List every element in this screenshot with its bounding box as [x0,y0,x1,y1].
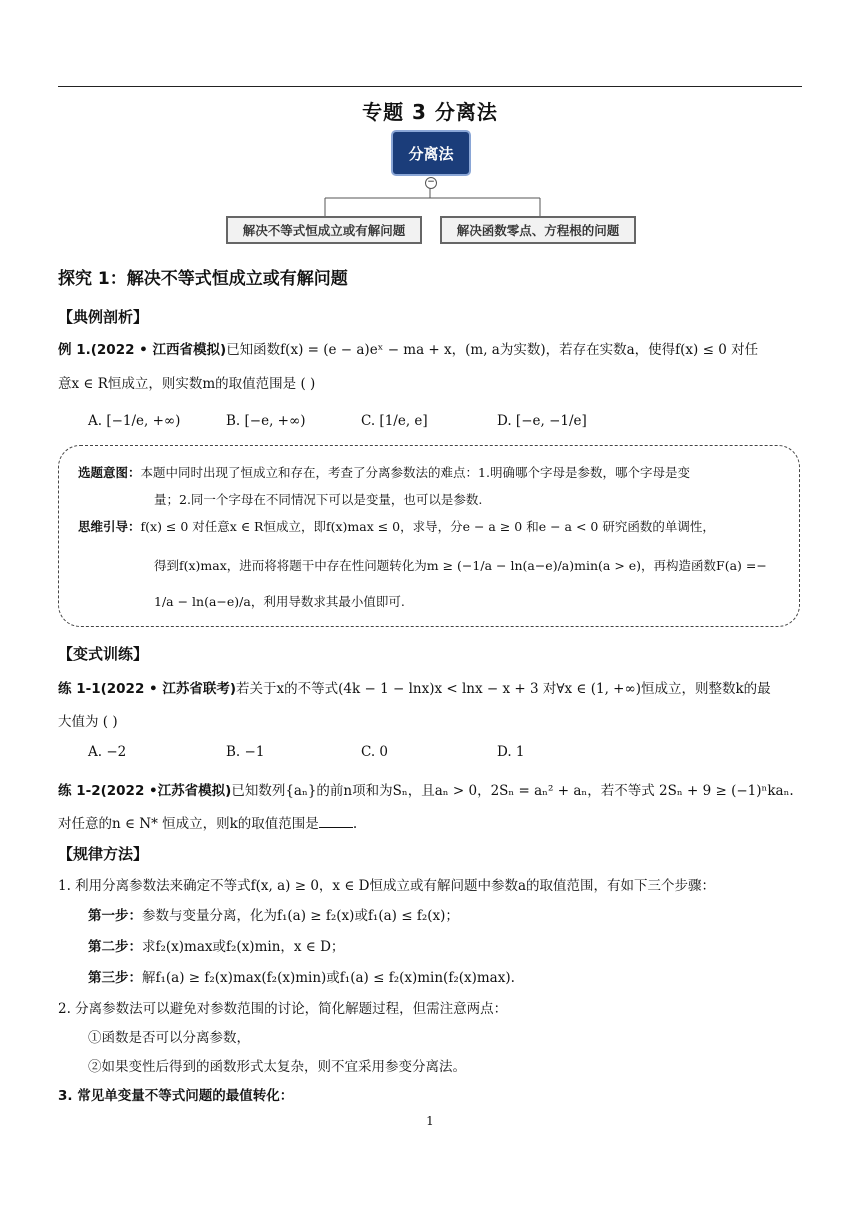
example1-text1: 已知函数f(x) = (e − a)eˣ − ma + x，(m, a为实数)，若存在实数a，使得f(x) ≤ 0 对任 [226,342,759,358]
method-step1 [88,904,459,924]
method-2a: ①函数是否可以分离参数， [88,1030,250,1046]
guide-line2: 得到f(x)max，进而将将题干中存在性问题转化为m ≥ (−1/a − ln(a−e)/a)min(a > e)，再构造函数F(a) =− [154,558,767,573]
method-2: 2. 分离参数法可以避免对参数范围的讨论，简化解题过程，但需注意两点： [58,1001,508,1017]
header-rule [58,86,802,87]
ex1-1-option-a: A. −2 [88,744,127,760]
example1-option-a: A. [−1/e, +∞) [88,413,181,429]
mindmap-root: 分离法 [391,130,471,176]
variant-heading: 【变式训练】 [58,645,149,663]
example1-source: (2022 • 江西省模拟) [90,342,227,358]
step2-text: 求f₂(x)max或f₂(x)min，x ∈ D； [142,939,345,955]
guide-text1: f(x) ≤ 0 对任意x ∈ R恒成立，即f(x)max ≤ 0，求导，分e − a ≥ 0 和e − a < 0 研究函数的单调性， [140,519,715,534]
intent-line1 [78,463,690,481]
intent-line2: 量；2.同一个字母在不同情况下可以是变量，也可以是参数. [154,492,483,507]
example1-line2: 意x ∈ R恒成立，则实数m的取值范围是 ( ) [58,376,316,392]
guide-line3: 1/a − ln(a−e)/a，利用导数求其最小值即可. [154,594,405,609]
ex1-2-text2-end: . [352,816,358,832]
intent-label: 选题意图： [78,465,141,480]
method-step3 [88,966,515,986]
page-number: 1 [426,1114,434,1128]
section-heading: 探究 1：解决不等式恒成立或有解问题 [58,269,348,289]
method-heading: 【规律方法】 [58,845,149,863]
ex1-2-source: (2022 •江苏省模拟) [100,783,232,799]
example1-option-c: C. [1/e, e] [361,413,428,429]
ex1-1-option-b: B. −1 [226,744,265,760]
ex1-1-text1: 若关于x的不等式(4k − 1 − lnx)x < lnx − x + 3 对∀x ∈ (1, +∞)恒成立，则整数k的最 [236,681,771,697]
ex1-1-label: 练 1-1 [58,681,101,697]
ex1-2-line2 [58,812,357,832]
page-title: 专题 3 分离法 [362,100,498,124]
intent-text1: 本题中同时出现了恒成立和存在，考查了分离参数法的难点：1.明确哪个字母是参数，哪个字母是变 [140,465,690,480]
step1-text: 参数与变量分离，化为f₁(a) ≥ f₂(x)或f₁(a) ≤ f₂(x)； [142,908,459,924]
step1-label: 第一步： [88,908,142,924]
step3-label: 第三步： [88,970,142,986]
ex1-1-option-c: C. 0 [361,744,389,760]
example1-option-b: B. [−e, +∞) [226,413,306,429]
example-heading: 【典例剖析】 [58,308,149,326]
collapse-icon[interactable]: − [425,177,437,189]
mindmap-child-zeros: 解决函数零点、方程根的问题 [440,216,636,244]
answer-blank[interactable] [319,815,353,828]
step2-label: 第二步： [88,939,142,955]
ex1-2-line1 [58,779,794,799]
guide-label: 思维引导： [78,519,141,534]
ex1-1-option-d: D. 1 [497,744,525,760]
ex1-2-text1: 已知数列{aₙ}的前n项和为Sₙ，且aₙ > 0，2Sₙ = aₙ² + aₙ，若不等式 2Sₙ + 9 ≥ (−1)ⁿkaₙ. [231,783,794,799]
mindmap-child-inequality: 解决不等式恒成立或有解问题 [226,216,422,244]
method-3: 3. 常见单变量不等式问题的最值转化： [58,1088,294,1104]
ex1-1-line1 [58,677,771,697]
example1-label: 例 1. [58,342,91,358]
guide-line1 [78,517,715,535]
step3-text: 解f₁(a) ≥ f₂(x)max(f₂(x)min)或f₁(a) ≤ f₂(x)min(f₂(x)max). [142,970,515,986]
method-1: 1. 利用分离参数法来确定不等式f(x, a) ≥ 0，x ∈ D恒成立或有解问题中参数a的取值范围，有如下三个步骤： [58,878,715,894]
ex1-2-text2: 对任意的n ∈ N* 恒成立，则k的取值范围是 [58,816,319,832]
ex1-1-source: (2022 • 江苏省联考) [100,681,237,697]
example1-option-d: D. [−e, −1/e] [497,413,587,429]
ex1-2-label: 练 1-2 [58,783,101,799]
method-2b: ②如果变性后得到的函数形式太复杂，则不宜采用参变分离法。 [88,1059,466,1075]
example1-line1 [58,338,758,358]
ex1-1-line2: 大值为 ( ) [58,714,118,730]
method-step2 [88,935,344,955]
